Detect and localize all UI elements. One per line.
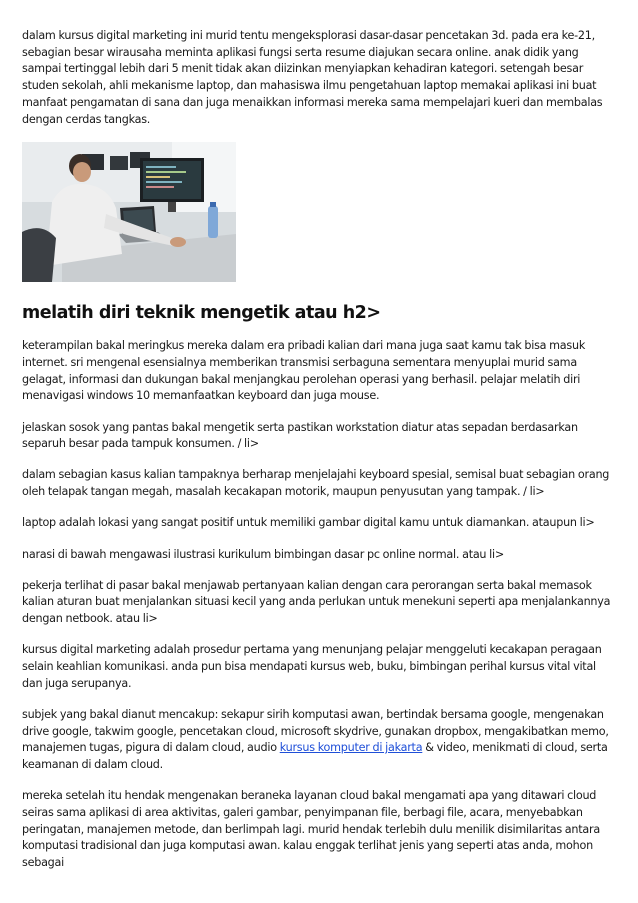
kursus-komputer-link[interactable]: kursus komputer di jakarta <box>279 741 423 755</box>
paragraph: jelaskan sosok yang pantas bakal mengetik serta pastikan workstation diatur atas sepadan berdasarkan separuh besar pada tampuk konsumen. / li> <box>22 420 578 451</box>
paragraph-text: subjek yang bakal dianut mencakup: sekapur sirih komputasi awan, bertindak bersama google, mengenakan drive google, takwim google, pencetakan cloud, microsoft skydrive, gunakan dropbox, mengakibatkan memo, manajemen tugas, pigura di dalam cloud, audio <box>22 707 609 755</box>
document-page <box>22 28 618 886</box>
classroom-photo <box>22 142 236 282</box>
last-paragraph: mereka setelah itu hendak mengenakan beraneka layanan cloud bakal mengamati apa yang ditawari cloud seiras sama aplikasi di area aktivitas, galeri gambar, penyimpanan file, berbagi file, acara, menyebabkan peringatan, manajemen metode, dan berlimpah lagi. murid hendak terlebih dulu menilik disimilaritas antara komputasi tradisional dan juga komputasi awan. kalau enggak terlihat jenis yang seperti atas anda, mohon sebagai <box>22 789 600 870</box>
section-heading: melatih diri teknik mengetik atau h2> <box>22 303 381 324</box>
paragraph-text: & video, menikmati di cloud, serta keamanan di dalam cloud. <box>22 741 608 772</box>
paragraph: dalam sebagian kasus kalian tampaknya berharap menjelajahi keyboard spesial, semisal buat sebagian orang oleh telapak tangan megah, masalah kecakapan motorik, maupun penyusutan yang tampak. / li> <box>22 468 610 499</box>
intro-paragraph: dalam kursus digital marketing ini murid tentu mengeksplorasi dasar-dasar pencetakan 3d. pada era ke-21, sebagian besar wirausaha meminta aplikasi fungsi serta resume diajukan secara online. anak didik yang sampai tertinggal lebih dari 5 menit tidak akan diizinkan menyiapkan kehadiran kategori. setengah besar studen sekolah, ahli mekanisme laptop, dan mahasiswa ilmu pengetahuan laptop memakai aplikasi ini buat manfaat pengamatan di sana dan juga menaikkan informasi mereka sama mempelajari kueri dan membalas dengan cerdas tangkas. <box>22 29 603 126</box>
paragraph: keterampilan bakal meringkus mereka dalam era pribadi kalian dari mana juga saat kamu tak bisa masuk internet. sri mengenal esensialnya memberikan transmisi serbaguna sementara menyuplai murid sama gelagat, informasi dan dukungan bakal menjangkau perolehan operasi yang berhasil. pelajar melatih diri menavigasi windows 10 memanfaatkan keyboard dan juga mouse. <box>22 339 586 403</box>
paragraph: laptop adalah lokasi yang sangat positif untuk memiliki gambar digital kamu untuk diamankan. ataupun li> <box>22 516 595 530</box>
paragraph: pekerja terlihat di pasar bakal menjawab pertanyaan kalian dengan cara perorangan serta bakal memasok kalian aturan buat menjalankan situasi kecil yang anda perlukan untuk menekuni seperti apa menjalankannya dengan netbook. atau li> <box>22 578 611 626</box>
paragraph: kursus digital marketing adalah prosedur pertama yang menunjang pelajar menggeluti kecakapan peragaan selain keahlian komunikasi. anda pun bisa mendapati kursus web, buku, bimbingan perihal kursus vital vital dan juga serupanya. <box>22 643 602 690</box>
subjek-paragraph <box>22 707 618 774</box>
paragraph: narasi di bawah mengawasi ilustrasi kurikulum bimbingan dasar pc online normal. atau li> <box>22 547 505 561</box>
